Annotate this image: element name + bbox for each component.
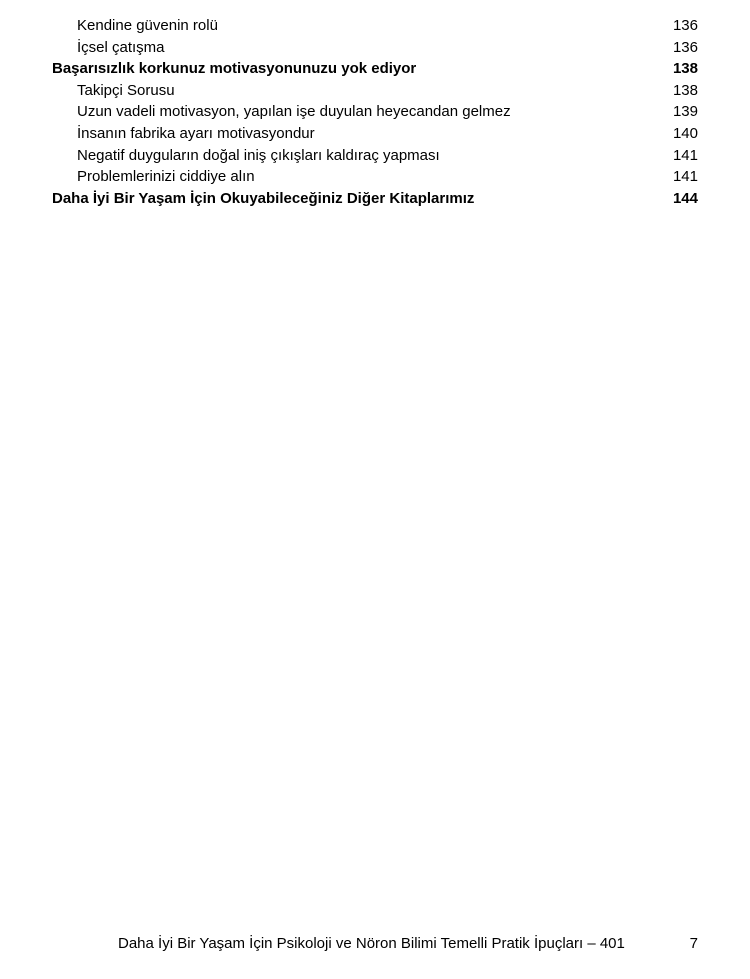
toc-entry-title: İnsanın fabrika ayarı motivasyondur: [77, 124, 315, 142]
table-of-contents: [52, 15, 698, 209]
toc-entry-page: 140: [672, 124, 698, 142]
toc-entry-title: İçsel çatışma: [77, 38, 165, 56]
toc-entry-page: 138: [672, 81, 698, 99]
toc-chapter-entry: [52, 58, 698, 80]
toc-entry-page: 139: [672, 103, 698, 121]
toc-entry: [52, 80, 698, 102]
toc-chapter-title: Daha İyi Bir Yaşam İçin Okuyabileceğiniz Diğer Kitaplarımız: [52, 189, 475, 207]
toc-entry-page: 136: [672, 17, 698, 34]
footer-book-title: Daha İyi Bir Yaşam İçin Psikoloji ve Nöron Bilimi Temelli Pratik İpuçları – 401: [118, 935, 625, 952]
toc-entry-title: Problemlerinizi ciddiye alın: [77, 168, 255, 186]
toc-entry-page: 141: [672, 146, 698, 164]
toc-chapter-entry: [52, 188, 698, 210]
toc-chapter-title: Başarısızlık korkunuz motivasyonunuzu yok ediyor: [52, 60, 417, 78]
toc-entry: [52, 101, 698, 123]
toc-entry: [52, 123, 698, 145]
toc-entry-page: 136: [672, 38, 698, 56]
page-footer: [118, 934, 698, 954]
toc-entry-page: 141: [672, 168, 698, 186]
toc-entry: [52, 15, 698, 37]
footer-page-number: 7: [689, 935, 698, 952]
toc-entry: [52, 166, 698, 188]
toc-chapter-page: 144: [672, 189, 698, 207]
toc-entry-title: Uzun vadeli motivasyon, yapılan işe duyulan heyecandan gelmez: [77, 103, 511, 121]
toc-entry-title: Negatif duyguların doğal iniş çıkışları kaldıraç yapması: [77, 146, 440, 164]
toc-entry: [52, 145, 698, 167]
toc-entry-title: Kendine güvenin rolü: [77, 17, 218, 34]
toc-entry: [52, 37, 698, 59]
toc-chapter-page: 138: [672, 60, 698, 78]
toc-entry-title: Takipçi Sorusu: [77, 81, 175, 99]
